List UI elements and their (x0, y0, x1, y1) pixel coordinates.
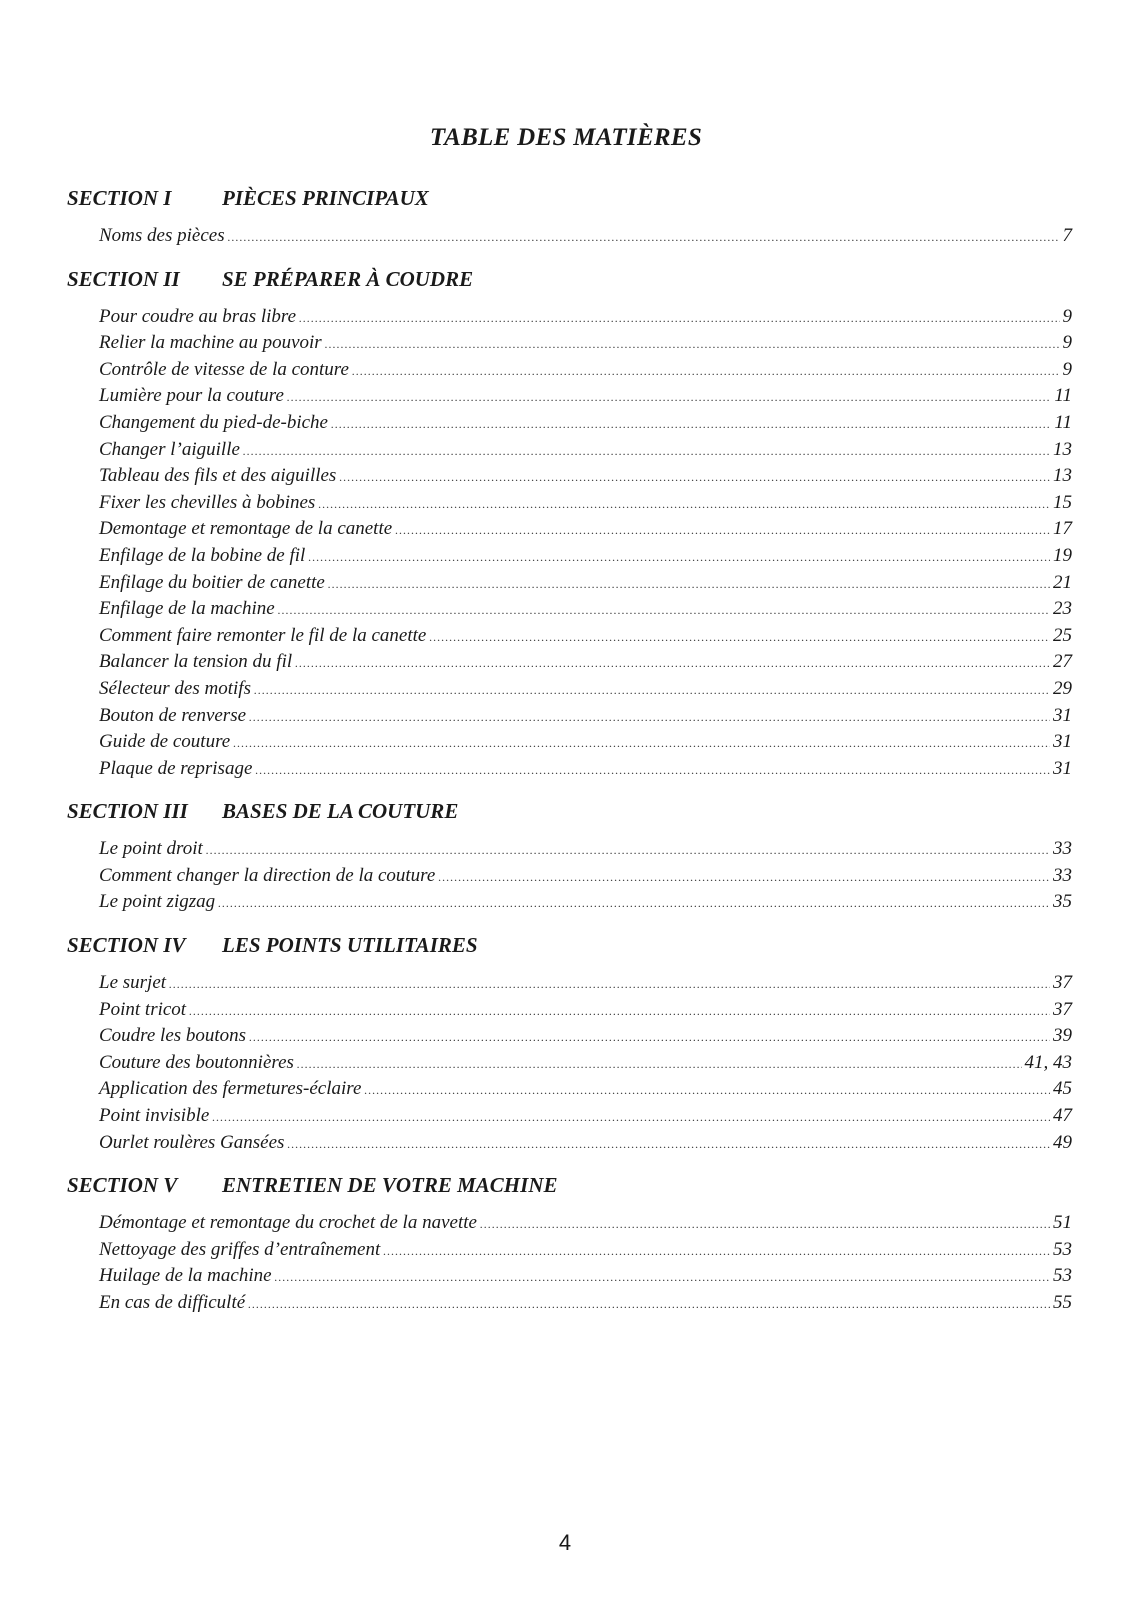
entry-page-number: 9 (1062, 332, 1072, 354)
toc-entry (67, 1210, 1072, 1237)
dot-leader (297, 1051, 1022, 1078)
entry-label: Point invisible (99, 1105, 210, 1127)
entry-label: Nettoyage des griffes d’entraînement (99, 1238, 381, 1260)
dot-leader (318, 491, 1050, 518)
toc-entry (67, 1263, 1072, 1290)
dot-leader (328, 571, 1050, 598)
section-heading (67, 1170, 1072, 1200)
toc-entry (67, 383, 1072, 410)
dot-leader (255, 757, 1050, 784)
entry-page-number: 13 (1053, 465, 1072, 487)
toc-entry (67, 649, 1072, 676)
entry-label: Coudre les boutons (99, 1025, 247, 1047)
entry-page-number: 27 (1053, 651, 1072, 673)
dot-leader (429, 624, 1050, 651)
toc-entry (67, 729, 1072, 756)
toc-entry (67, 596, 1072, 623)
entry-page-number: 35 (1053, 891, 1072, 913)
entry-label: Sélecteur des motifs (99, 677, 251, 699)
entry-label: Changer l’aiguille (99, 438, 240, 460)
entry-page-number: 13 (1053, 438, 1072, 460)
toc-entry (67, 703, 1072, 730)
section-heading (67, 183, 1072, 213)
toc-entry (67, 437, 1072, 464)
toc-section (67, 264, 1072, 783)
section-number: SECTION III (67, 799, 188, 824)
dot-leader (287, 1131, 1050, 1158)
dot-leader (248, 1291, 1050, 1318)
dot-leader (364, 1077, 1050, 1104)
toc-entry (67, 1103, 1072, 1130)
toc-entry (67, 304, 1072, 331)
entry-label: En cas de difficulté (99, 1292, 246, 1313)
section-number: SECTION IV (67, 933, 186, 958)
dot-leader (383, 1238, 1050, 1265)
toc-entry (67, 676, 1072, 703)
entry-page-number: 7 (1062, 225, 1072, 246)
page-number: 4 (558, 1530, 572, 1555)
entry-label: Relier la machine au pouvoir (99, 332, 322, 354)
dot-leader (278, 597, 1050, 624)
entry-page-number: 51 (1053, 1212, 1072, 1234)
toc-section (67, 930, 1072, 1156)
toc-entry (67, 490, 1072, 517)
entry-page-number: 11 (1054, 411, 1072, 433)
section-number: SECTION II (67, 266, 180, 291)
toc-entry (67, 1290, 1072, 1317)
toc-entry (67, 516, 1072, 543)
entry-label: Enfilage de la machine (99, 598, 275, 620)
dot-leader (331, 411, 1051, 438)
toc-section (67, 1170, 1072, 1316)
entry-page-number: 53 (1053, 1265, 1072, 1287)
dot-leader (287, 384, 1052, 411)
section-title: PIÈCES PRINCIPAUX (222, 186, 429, 210)
entry-label: Comment changer la direction de la couture (99, 864, 436, 886)
dot-leader (295, 650, 1050, 677)
entry-page-number: 31 (1053, 704, 1072, 726)
section-title: BASES DE LA COUTURE (222, 799, 459, 824)
entry-page-number: 37 (1053, 972, 1072, 994)
toc-entry (67, 889, 1072, 916)
entry-label: Lumière pour la couture (99, 385, 284, 407)
section-number: SECTION V (67, 1173, 178, 1198)
entry-label: Enfilage du boitier de canette (99, 571, 325, 593)
entry-label: Bouton de renverse (99, 704, 247, 726)
entry-label: Tableau des fils et des aiguilles (99, 465, 337, 487)
entry-label: Huilage de la machine (99, 1265, 272, 1287)
entry-page-number: 25 (1053, 624, 1072, 646)
dot-leader (212, 1104, 1050, 1131)
entry-label: Guide de couture (99, 731, 231, 753)
section-title: ENTRETIEN DE VOTRE MACHINE (222, 1173, 558, 1198)
entry-label: Couture des boutonnières (99, 1051, 294, 1073)
entry-page-number: 53 (1053, 1238, 1072, 1260)
page-title: TABLE DES MATIÈRES (429, 124, 703, 151)
dot-leader (189, 998, 1050, 1025)
dot-leader (233, 730, 1050, 757)
entry-label: Demontage et remontage de la canette (99, 518, 393, 540)
entry-list (67, 970, 1072, 1156)
entry-label: Ourlet roulères Gansées (99, 1131, 285, 1153)
section-heading (67, 264, 1072, 294)
entry-page-number: 17 (1053, 518, 1072, 540)
entry-page-number: 15 (1053, 491, 1072, 513)
toc-entry (67, 1023, 1072, 1050)
dot-leader (308, 544, 1050, 571)
section-heading (67, 796, 1072, 826)
toc-entry (67, 1076, 1072, 1103)
dot-leader (243, 438, 1050, 465)
dot-leader (395, 517, 1050, 544)
entry-label: Application des fermetures-éclaire (99, 1078, 362, 1100)
entry-page-number: 21 (1053, 571, 1072, 593)
section-title: LES POINTS UTILITAIRES (222, 933, 478, 958)
entry-page-number: 49 (1053, 1131, 1072, 1153)
toc-entry (67, 223, 1072, 250)
entry-page-number: 37 (1053, 998, 1072, 1020)
dot-leader (254, 677, 1050, 704)
dot-leader (325, 331, 1060, 358)
toc-entry (67, 756, 1072, 783)
section-heading (67, 930, 1072, 960)
toc-entry (67, 997, 1072, 1024)
dot-leader (206, 837, 1050, 864)
entry-page-number: 39 (1053, 1025, 1072, 1047)
entry-page-number: 23 (1053, 598, 1072, 620)
section-number: SECTION I (67, 186, 172, 210)
dot-leader (249, 1024, 1050, 1051)
section-title: SE PRÉPARER À COUDRE (222, 266, 474, 291)
entry-page-number: 47 (1053, 1105, 1072, 1127)
entry-list (67, 1210, 1072, 1316)
entry-label: Le point zigzag (99, 891, 216, 913)
entry-page-number: 11 (1054, 385, 1072, 407)
toc-entry (67, 970, 1072, 997)
entry-label: Comment faire remonter le fil de la canette (99, 624, 427, 646)
toc-entry (67, 357, 1072, 384)
toc-entry (67, 330, 1072, 357)
entry-page-number: 9 (1062, 358, 1072, 380)
entry-page-number: 31 (1053, 731, 1072, 753)
dot-leader (228, 224, 1060, 251)
toc-entry (67, 863, 1072, 890)
toc-entry (67, 836, 1072, 863)
toc-entry (67, 1130, 1072, 1157)
dot-leader (169, 971, 1050, 998)
entry-label: Point tricot (99, 998, 187, 1020)
dot-leader (339, 464, 1050, 491)
dot-leader (275, 1264, 1050, 1291)
entry-label: Changement du pied-de-biche (99, 411, 328, 433)
dot-leader (299, 305, 1059, 332)
toc-entry (67, 570, 1072, 597)
toc-section (67, 796, 1072, 916)
dot-leader (480, 1211, 1050, 1238)
toc-entry (67, 623, 1072, 650)
entry-page-number: 55 (1053, 1292, 1072, 1313)
entry-label: Contrôle de vitesse de la conture (99, 358, 349, 380)
entry-label: Enfilage de la bobine de fil (99, 544, 306, 566)
entry-page-number: 45 (1053, 1078, 1072, 1100)
entry-label: Noms des pièces (99, 225, 225, 246)
table-of-contents (67, 183, 1072, 1331)
entry-page-number: 9 (1062, 305, 1072, 327)
toc-entry (67, 463, 1072, 490)
dot-leader (438, 864, 1050, 891)
entry-page-number: 33 (1053, 838, 1072, 860)
entry-label: Balancer la tension du fil (99, 651, 293, 673)
toc-entry (67, 410, 1072, 437)
toc-section (67, 183, 1072, 250)
entry-label: Pour coudre au bras libre (99, 305, 297, 327)
entry-list (67, 223, 1072, 250)
toc-entry (67, 1050, 1072, 1077)
entry-list (67, 304, 1072, 783)
dot-leader (352, 358, 1060, 385)
entry-label: Fixer les chevilles à bobines (99, 491, 316, 513)
toc-entry (67, 543, 1072, 570)
entry-label: Le point droit (99, 838, 203, 860)
toc-entry (67, 1237, 1072, 1264)
entry-label: Plaque de reprisage (99, 757, 253, 779)
dot-leader (249, 704, 1050, 731)
entry-page-number: 31 (1053, 757, 1072, 779)
entry-label: Démontage et remontage du crochet de la navette (99, 1212, 477, 1234)
entry-page-number: 41, 43 (1024, 1051, 1072, 1073)
dot-leader (218, 890, 1050, 917)
entry-label: Le surjet (99, 972, 167, 994)
entry-page-number: 33 (1053, 864, 1072, 886)
entry-page-number: 29 (1053, 677, 1072, 699)
entry-list (67, 836, 1072, 916)
entry-page-number: 19 (1053, 544, 1072, 566)
